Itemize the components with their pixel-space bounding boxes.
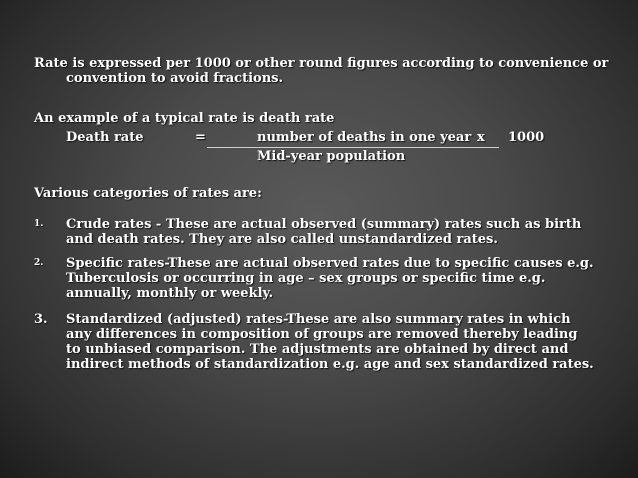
death-rate-label: Death rate [66,130,144,145]
categories-heading: Various categories of rates are: [34,186,262,201]
intro-line-2: convention to avoid fractions. [66,71,284,86]
list-item-number: 1. [34,219,44,229]
list-item-line: Specific rates-These are actual observed rates due to specific causes e.g. [66,256,594,271]
list-item-line: annually, monthly or weekly. [66,286,274,301]
list-item [34,312,614,372]
formula-numerator: number of deaths in one year [257,130,472,145]
times-sign: x [477,130,485,145]
categories-list [34,217,614,372]
intro-paragraph [34,56,614,86]
list-item-line: and death rates. They are also called unstandardized rates. [66,232,498,247]
list-item-number: 2. [34,258,44,268]
intro-line-1: Rate is expressed per 1000 or other round figures according to convenience or [34,56,609,71]
list-item-number: 3. [34,312,48,327]
fraction-bar [207,147,499,148]
list-item [34,217,614,247]
example-heading: An example of a typical rate is death rate [34,111,335,126]
formula-denominator: Mid-year population [257,149,406,164]
list-item-line: Standardized (adjusted) rates-These are also summary rates in which [66,312,571,327]
list-item-line: Crude rates - These are actual observed (summary) rates such as birth [66,217,582,232]
list-item-line: any differences in composition of groups are removed thereby leading [66,327,578,342]
list-item-line: indirect methods of standardization e.g. age and sex standardized rates. [66,357,594,372]
equals-sign: = [195,130,206,145]
list-item [34,256,614,301]
list-item-line: to unbiased comparison. The adjustments are obtained by direct and [66,342,569,357]
formula-multiplier: 1000 [508,130,545,145]
list-item-line: Tuberculosis or occurring in age – sex groups or specific time e.g. [66,271,546,286]
